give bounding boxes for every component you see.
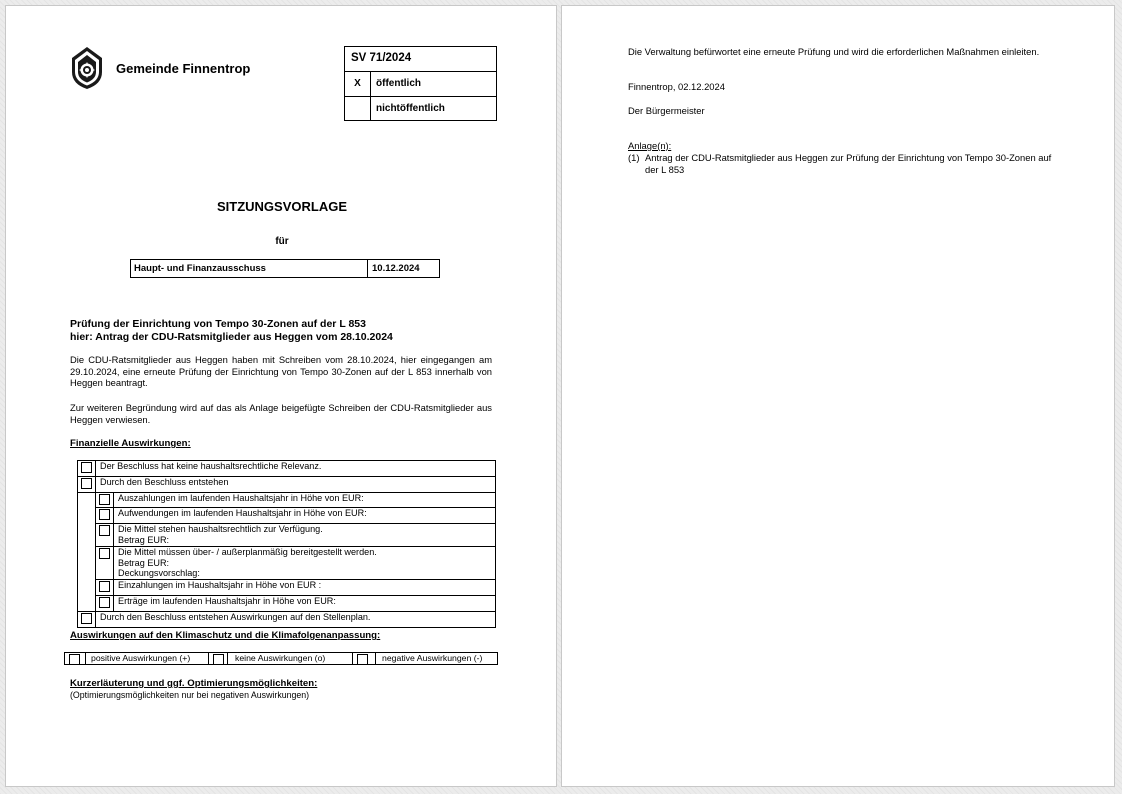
checkbox[interactable] bbox=[99, 525, 110, 536]
subject-heading bbox=[70, 318, 500, 344]
document-page-1 bbox=[5, 5, 557, 787]
checkbox-positive[interactable] bbox=[69, 654, 80, 665]
financial-heading: Finanzielle Auswirkungen: bbox=[70, 438, 191, 449]
option-expenses: Aufwendungen im laufenden Haushaltsjahr in Höhe von EUR: bbox=[114, 508, 496, 524]
option-revenues: Erträge im laufenden Haushaltsjahr in Höhe von EUR: bbox=[114, 595, 496, 611]
checkbox[interactable] bbox=[99, 509, 110, 520]
climate-positive-label: positive Auswirkungen (+) bbox=[86, 653, 209, 664]
subject-line-1: Prüfung der Einrichtung von Tempo 30-Zonen auf der L 853 bbox=[70, 318, 366, 330]
climate-heading: Auswirkungen auf den Klimaschutz und die Klimafolgenanpassung: bbox=[70, 630, 381, 641]
table-row bbox=[78, 580, 496, 596]
funds-available-text: Die Mittel stehen haushaltsrechtlich zur Verfügung. bbox=[118, 524, 323, 535]
checkbox[interactable] bbox=[99, 581, 110, 592]
checkbox[interactable] bbox=[81, 613, 92, 624]
meeting-date: 10.12.2024 bbox=[372, 263, 420, 274]
option-no-relevance: Der Beschluss hat keine haushaltsrechtliche Relevanz. bbox=[96, 461, 496, 477]
attachments-heading: Anlage(n): bbox=[628, 140, 672, 151]
short-explanation-heading: Kurzerläuterung und ggf. Optimierungsmöglichkeiten: bbox=[70, 678, 318, 689]
private-row bbox=[345, 97, 496, 121]
public-checkmark: X bbox=[345, 72, 371, 96]
subject-line-2: hier: Antrag der CDU-Ratsmitglieder aus Heggen vom 28.10.2024 bbox=[70, 331, 393, 343]
option-funds-available bbox=[114, 524, 496, 547]
public-label: öffentlich bbox=[376, 78, 421, 89]
private-checkbox-cell bbox=[345, 97, 371, 121]
short-explanation-note: (Optimierungsmöglichkeiten nur bei negativen Auswirkungen) bbox=[70, 690, 310, 700]
table-row bbox=[78, 546, 496, 579]
table-row bbox=[78, 476, 496, 492]
table-row bbox=[78, 461, 496, 477]
body-paragraph-1: Die CDU-Ratsmitglieder aus Heggen haben mit Schreiben vom 28.10.2024, hier eingegangen am 29.10.2024, eine erneute Prüfung der Einrichtung von Tempo 30-Zonen auf der L 853 innerhalb von Heggen beantragt. bbox=[70, 354, 492, 389]
option-arising: Durch den Beschluss entstehen bbox=[96, 476, 496, 492]
recommendation-paragraph: Die Verwaltung befürwortet eine erneute Prüfung und wird die erforderlichen Maßnahmen einleiten. bbox=[628, 46, 1040, 57]
public-row bbox=[345, 72, 496, 97]
option-payments: Auszahlungen im laufenden Haushaltsjahr in Höhe von EUR: bbox=[114, 492, 496, 508]
checkbox[interactable] bbox=[99, 597, 110, 608]
table-row bbox=[78, 524, 496, 547]
organization-name: Gemeinde Finnentrop bbox=[116, 61, 251, 76]
option-extra-funds bbox=[114, 546, 496, 579]
sv-number-row bbox=[345, 47, 496, 72]
committee-box bbox=[130, 259, 440, 278]
checkbox[interactable] bbox=[99, 548, 110, 559]
checkbox-negative[interactable] bbox=[357, 654, 368, 665]
signature-line: Der Bürgermeister bbox=[628, 105, 705, 116]
checkbox[interactable] bbox=[81, 462, 92, 473]
checkbox[interactable] bbox=[81, 478, 92, 489]
climate-none-label: keine Auswirkungen (o) bbox=[228, 653, 353, 664]
municipal-coat-of-arms-logo bbox=[70, 46, 104, 90]
document-page-2 bbox=[561, 5, 1115, 787]
checkbox[interactable] bbox=[99, 494, 110, 505]
table-row bbox=[78, 595, 496, 611]
body-paragraph-2: Zur weiteren Begründung wird auf das als Anlage beigefügte Schreiben der CDU-Ratsmitglieder aus Heggen verwiesen. bbox=[70, 402, 492, 425]
option-staff-plan: Durch den Beschluss entstehen Auswirkungen auf den Stellenplan. bbox=[96, 611, 496, 627]
private-label: nichtöffentlich bbox=[376, 103, 445, 114]
document-title: SITZUNGSVORLAGE bbox=[216, 199, 347, 214]
classification-box bbox=[344, 46, 497, 121]
coverage-proposal-label: Deckungsvorschlag: bbox=[118, 568, 200, 579]
checkbox-none[interactable] bbox=[213, 654, 224, 665]
climate-impact-row bbox=[64, 652, 498, 665]
table-row bbox=[78, 611, 496, 627]
sv-number: SV 71/2024 bbox=[351, 52, 412, 64]
place-date: Finnentrop, 02.12.2024 bbox=[628, 81, 725, 92]
for-label: für bbox=[275, 236, 289, 247]
table-row bbox=[78, 492, 496, 508]
attachment-text: Antrag der CDU-Ratsmitglieder aus Heggen zur Prüfung der Einrichtung von Tempo 30-Zonen auf der L 853 bbox=[645, 152, 1052, 175]
amount-label: Betrag EUR: bbox=[118, 557, 170, 568]
table-row bbox=[78, 508, 496, 524]
attachment-number: (1) bbox=[628, 152, 640, 163]
amount-label: Betrag EUR: bbox=[118, 534, 170, 545]
option-deposits: Einzahlungen im Haushaltsjahr in Höhe von EUR : bbox=[114, 580, 496, 596]
committee-name: Haupt- und Finanzausschuss bbox=[131, 260, 368, 277]
climate-negative-label: negative Auswirkungen (-) bbox=[382, 653, 483, 663]
extra-funds-text: Die Mittel müssen über- / außerplanmäßig bereitgestellt werden. bbox=[118, 546, 377, 557]
financial-impact-table bbox=[77, 460, 496, 628]
